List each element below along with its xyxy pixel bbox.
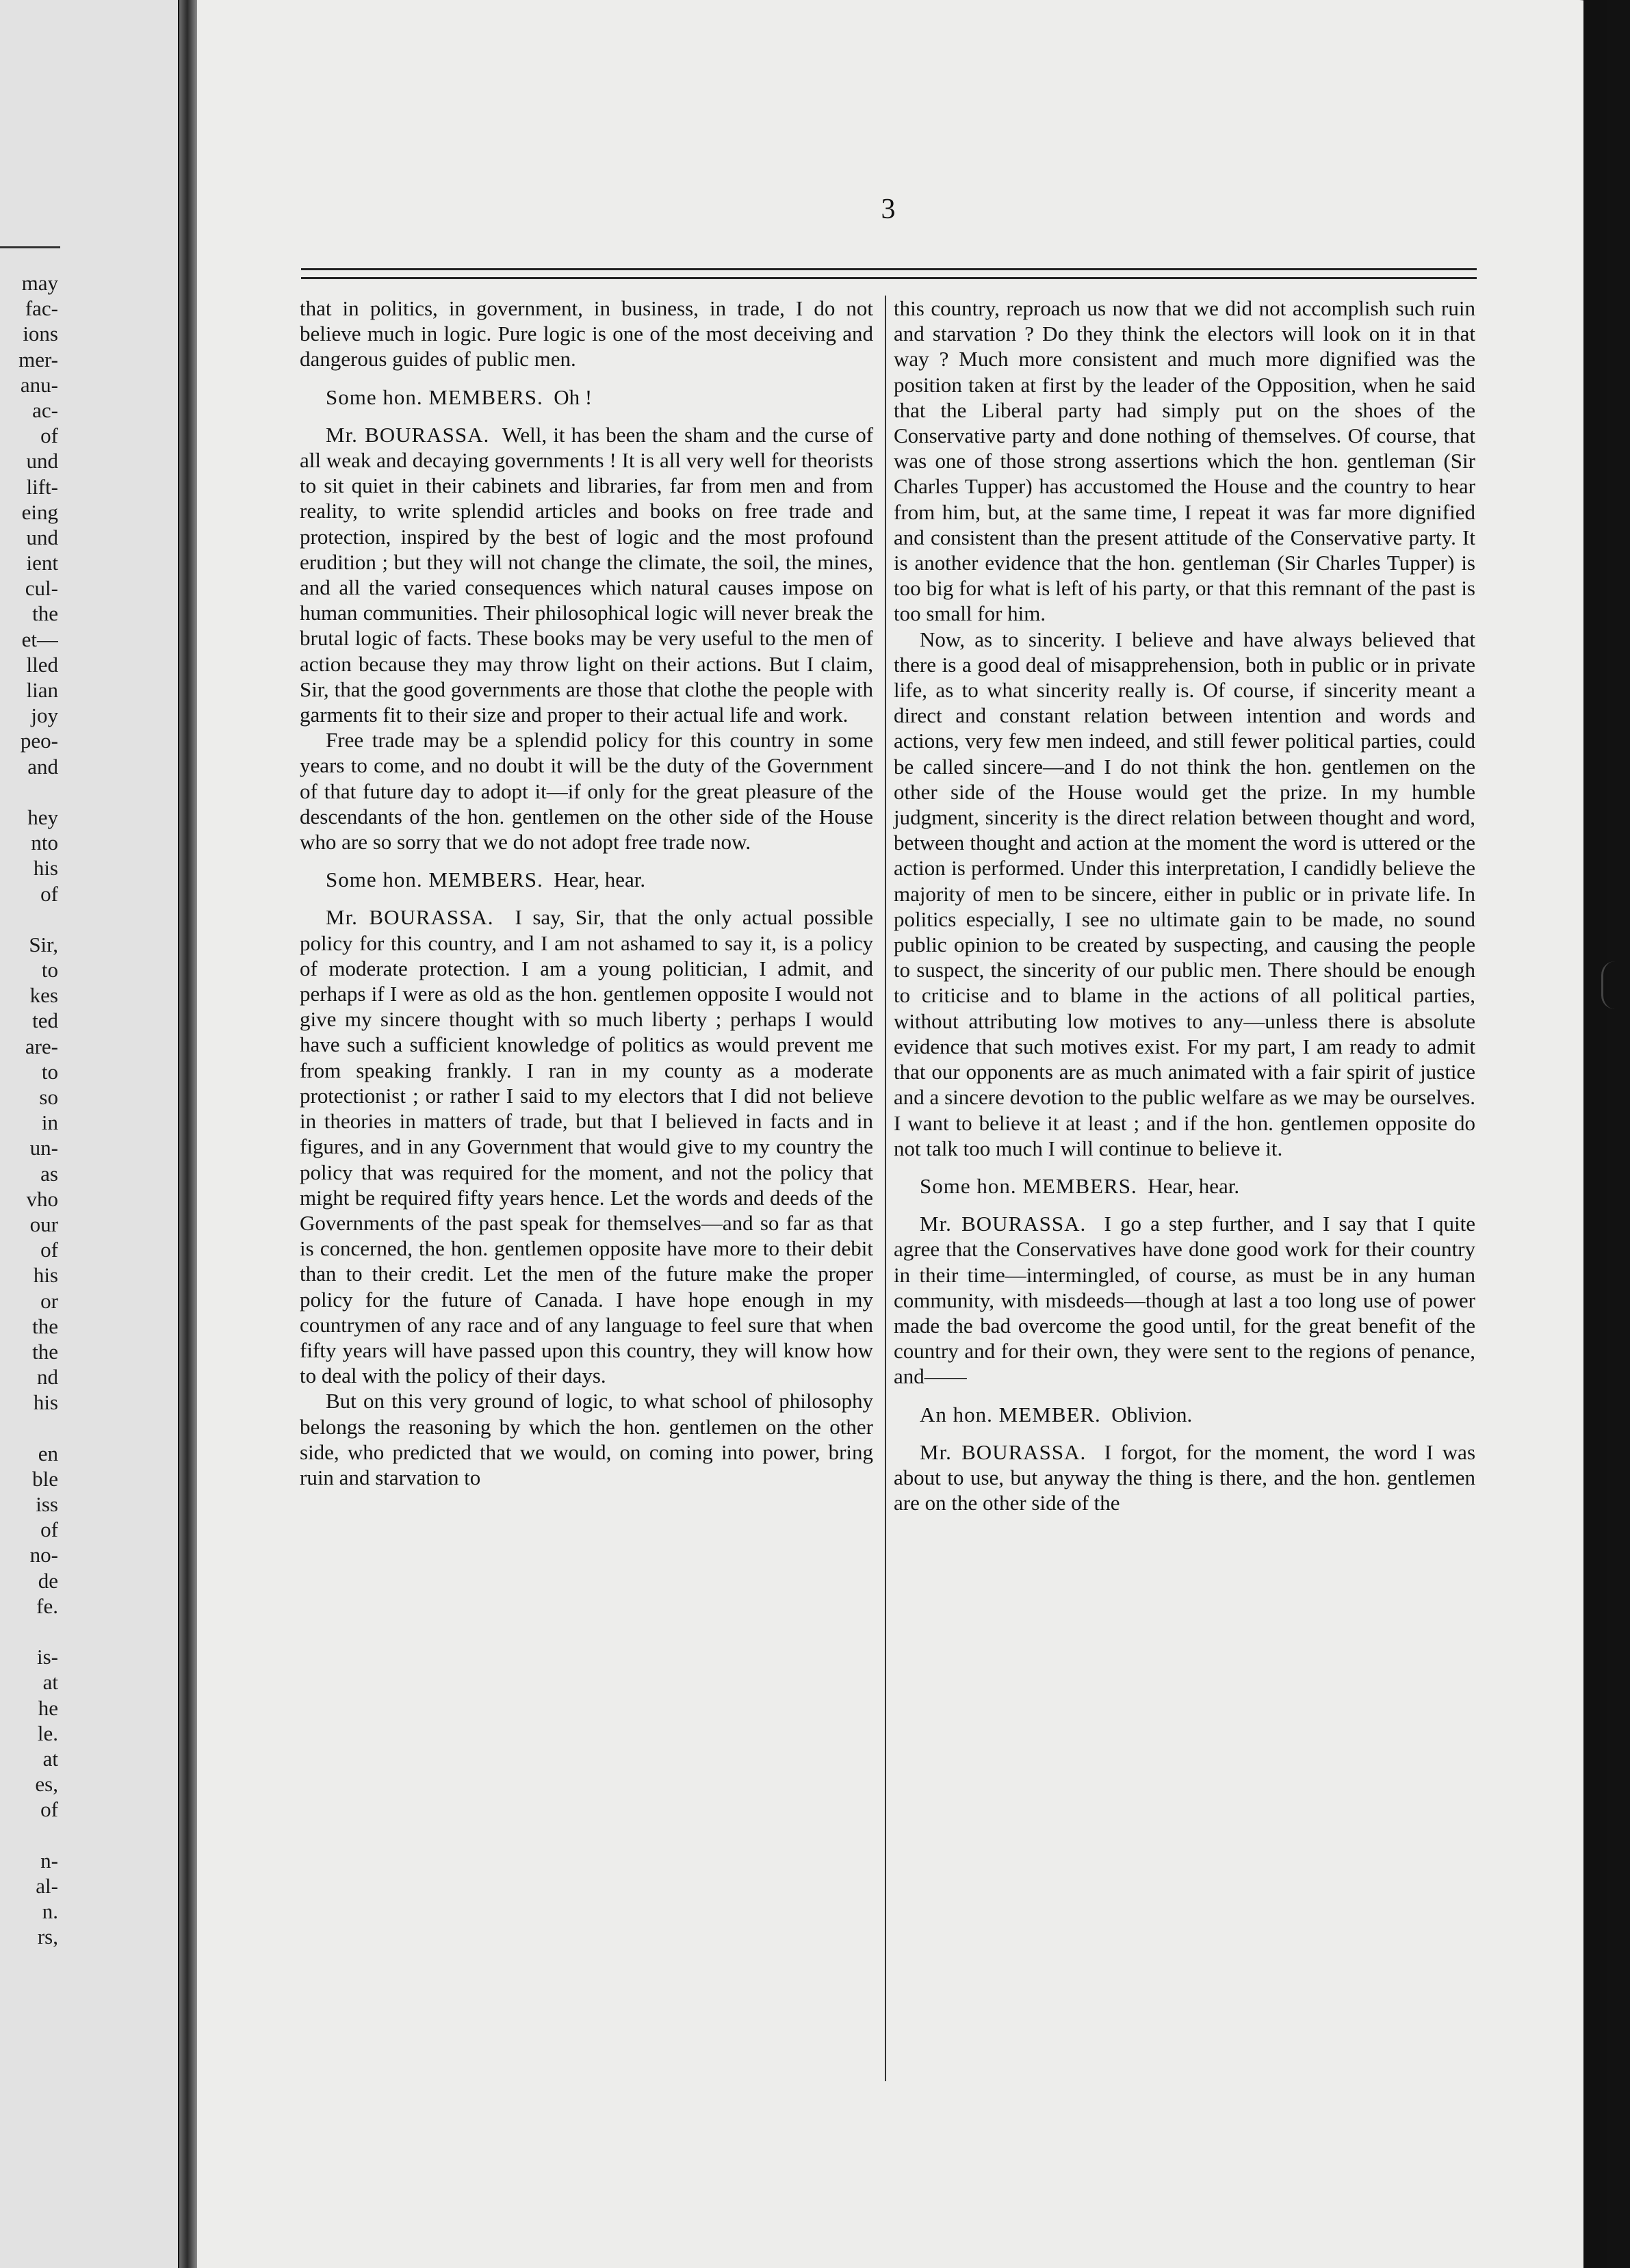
margin-fragment: so [39,1085,58,1109]
margin-fragment: may [21,271,58,295]
paragraph [894,1439,1475,1516]
margin-fragment: iss [36,1492,58,1516]
previous-page-rule [0,246,60,248]
margin-fragment: rs, [37,1925,58,1949]
margin-fragment [0,779,58,805]
paragraph-text: Free trade may be a splendid policy for this country in some years to come, and no doubt it will be the duty of the Government of that future day to adopt it—if only for the great pleasure of the descendants of the hon. gentlemen on the other side of the House who are so sorry that we do not adopt free trade now. [300,728,873,855]
margin-fragment: eing [21,499,58,524]
margin-fragment: of [40,1238,58,1262]
margin-fragment [0,1822,58,1847]
margin-fragment: ions [23,322,58,346]
margin-fragment: ted [32,1008,58,1033]
speaker-interjection [300,384,873,410]
margin-fragment: his [33,856,58,881]
margin-fragment: of [40,1517,58,1542]
speaker-name: Mr. BOURASSA. [326,905,494,930]
paragraph-text: I go a step further, and I say that I quite agree that the Conservatives have done good work for their country in their time—intermingled, of course, as must be in any human community, with misdeeds—though at last a too long use of power made the bad overcome the good until, for the great benefit of the country and for their own, they were sent to the regions of penance, and—— [894,1212,1476,1389]
margin-fragment: fe. [36,1593,58,1618]
margin-fragment: joy [31,703,58,728]
margin-fragment: anu- [20,372,58,397]
margin-fragment: is- [37,1645,58,1669]
margin-fragment: fac- [25,296,58,321]
margin-fragment: de [38,1568,58,1593]
page-edge-notch [1601,961,1617,1009]
paragraph [300,422,873,727]
margin-fragment: et— [21,627,58,651]
margin-fragment: to [41,958,58,982]
margin-fragment: lift- [26,474,58,499]
margin-fragment: at [42,1746,58,1771]
book-spine [179,0,197,2268]
margin-fragment: peo- [20,729,58,753]
margin-fragment: no- [29,1543,58,1567]
paragraph-text: Oh ! [554,384,593,409]
paragraph-text: Now, as to sincerity. I believe and have always believed that there is a good deal of misapprehension, both in public or in private life, as to what sincerity really is. Of course, if sincerity meant a direct and constant relation between intention and words and actions, very few men indeed, and still fewer political parties, could be called sincere—and I do not think the hon. gentlemen on the other side of the House would get the prize. In my humble judgment, sincerity is the direct relation between thought and word, between thought and action at the moment the word is uttered or the action is performed. Under this interpretation, I candidly believe the majority of men to be sincere, either in public or in private life. In politics especially, I see no ultimate gain to be made, no sound public opinion to be created by suspecting, and causing the people to suspect, the sincerity of our public men. There should be enough to criticise and to blame in the actions of all political parties, without attributing low motives to any—unless there is absolute evidence that such motives exist. For my part, I am ready to admit that our opponents are as much animated with a fair spirit of justice and a sincere devotion to the public welfare as we may be ourselves. I want to believe it at least ; and if the hon. gentlemen opposite do not talk too much I will continue to believe it. [894,627,1475,1160]
paragraph [300,296,873,372]
paragraph-text: But on this very ground of logic, to what school of philosophy belongs the reasoning by which the hon. gentlemen on the other side, who predicted that we would, on coming into power, bring ruin and starvation to [300,1389,873,1489]
margin-fragment: ble [32,1466,58,1491]
margin-fragment: the [32,601,58,626]
speaker-name: Some hon. MEMBERS. [326,384,543,409]
speaker-interjection [894,1173,1475,1199]
margin-fragment: our [29,1212,58,1236]
paragraph [300,727,873,855]
speaker-name: An hon. MEMBER. [920,1402,1101,1426]
paragraph-text: I forgot, for the moment, the word I was about to use, but anyway the thing is there, and the hon. gentlemen are on the other side of the [894,1439,1476,1515]
margin-fragment: und [26,449,58,473]
margin-fragment: as [40,1161,58,1186]
header-rule [301,268,1477,279]
margin-fragment: nto [31,831,58,855]
paragraph-text: Well, it has been the sham and the curse of all weak and decaying governments ! It is all very well for theorists to sit quiet in their cabinets and libraries, far from men and from reality, to write splendid articles and books on free trade and protection, inspired by the best of logic and the most profound erudition ; but they will not change the climate, the soil, the mines, and all the varied consequences which natural causes impose on human communities. Their philosophical logic will never break the brutal logic of facts. These books may be very useful to the men of action because they may throw light on their actions. But I claim, Sir, that the good governments are those that clothe the people with garments fit to their size and proper to their actual life and work. [300,422,874,727]
margin-fragment: cul- [25,576,58,601]
margin-fragment: he [38,1695,58,1720]
margin-fragment: mer- [18,347,58,372]
paragraph [300,1388,873,1490]
paragraph [300,904,873,1388]
margin-fragment: ient [26,551,58,575]
paragraph [894,1211,1475,1389]
speaker-interjection [300,867,873,892]
right-column [894,296,1475,1515]
margin-fragment: ac- [32,397,58,422]
margin-fragment: und [26,525,58,549]
margin-fragment: and [27,754,58,779]
margin-fragment: at [42,1670,58,1695]
paragraph [894,296,1475,627]
margin-fragment: un- [29,1136,58,1160]
margin-fragment: n- [40,1848,58,1873]
margin-fragment: vho [26,1186,58,1211]
margin-fragment: es, [35,1772,58,1797]
speaker-name: Mr. BOURASSA. [920,1212,1087,1236]
margin-fragment: or [40,1288,58,1313]
paragraph-text: that in politics, in government, in business, in trade, I do not believe much in logic. Pure logic is one of the most deceiving and dangerous guides of public men. [300,296,873,372]
paragraph-text: I say, Sir, that the only actual possible policy for this country, and I am not ashamed to say it, is a policy of moderate protection. I am a young politician, I admit, and perhaps if I were as old as the hon. gentlemen opposite I would not give my sincere thought with so much liberty ; perhaps I would have such a sufficient knowledge of politics as would prevent me from speaking frankly. I ran in my county as a moderate protectionist ; or rather I said to my electors that I did not believe in theories in matters of trade, but that I believed in facts and in figures, and in any Government that would give to my country the policy that was required for the moment, and not the policy that might be required fifty years hence. Let the words and deeds of the Governments of the past speak for themselves—and so far as that is concerned, the hon. gentlemen opposite have more to their debit than to their credit. Let the men of the future make the proper policy for the future of Canada. I have hope enough in my countrymen of any race and of any language to feel sure that when fifty years will have passed upon this country, they will know how to deal with the policy of their days. [300,905,874,1388]
left-column [300,296,873,1490]
paragraph-text: this country, reproach us now that we did not accomplish such ruin and starvation ? Do they think the electors will look on it in that way ? Much more consistent and much more dignified was the position taken at first by the leader of the Opposition, when he said that the Liberal party had simply put on the shoes of the Conservative party and done nothing of themselves. Of course, that was one of those strong assertions which the hon. gentleman (Sir Charles Tupper) has accustomed the House and the country to hear from him, but, at the same time, I repeat it was far more dignified and consistent than the present attitude of the Conservative party. It is another evidence that the hon. gentleman (Sir Charles Tupper) is too big for what is left of his party, or that this remnant of the past is too small for him. [894,296,1475,626]
margin-fragment: in [41,1110,58,1135]
margin-fragment: of [40,423,58,448]
margin-fragment: of [40,1797,58,1822]
speaker-name: Mr. BOURASSA. [920,1439,1087,1464]
previous-page-fragment [0,0,178,2268]
paragraph-text: Oblivion. [1111,1402,1193,1426]
margin-fragment: his [33,1390,58,1415]
margin-fragment: Sir, [29,932,58,956]
speaker-name: Some hon. MEMBERS. [920,1173,1137,1198]
margin-fragment: en [38,1441,58,1465]
margin-fragment [0,1415,58,1440]
margin-fragment: lian [26,678,58,702]
margin-fragment: the [32,1314,58,1338]
margin-fragment: nd [37,1365,58,1390]
margin-fragment: of [40,881,58,906]
paragraph-text: Hear, hear. [554,868,646,892]
speaker-name: Mr. BOURASSA. [326,422,490,447]
margin-fragment [0,1619,58,1644]
paragraph [894,627,1475,1161]
paragraph-text: Hear, hear. [1148,1173,1240,1198]
margin-fragment: kes [29,983,58,1008]
margin-fragment: hey [27,805,58,829]
column-divider [885,296,886,2081]
margin-fragment: to [41,1059,58,1084]
margin-fragment: le. [37,1721,58,1745]
speaker-interjection [894,1402,1475,1427]
margin-fragment: lled [26,652,58,677]
page-number: 3 [881,194,896,225]
speaker-name: Some hon. MEMBERS. [326,868,543,892]
page-edge [1583,0,1607,2268]
margin-fragment: n. [42,1899,58,1923]
margin-fragment [0,907,58,932]
margin-fragment: are- [25,1034,58,1058]
margin-fragment: al- [36,1873,58,1898]
margin-fragment: his [33,1263,58,1288]
margin-fragment: the [32,1339,58,1364]
previous-page-margin-text [0,270,58,1949]
